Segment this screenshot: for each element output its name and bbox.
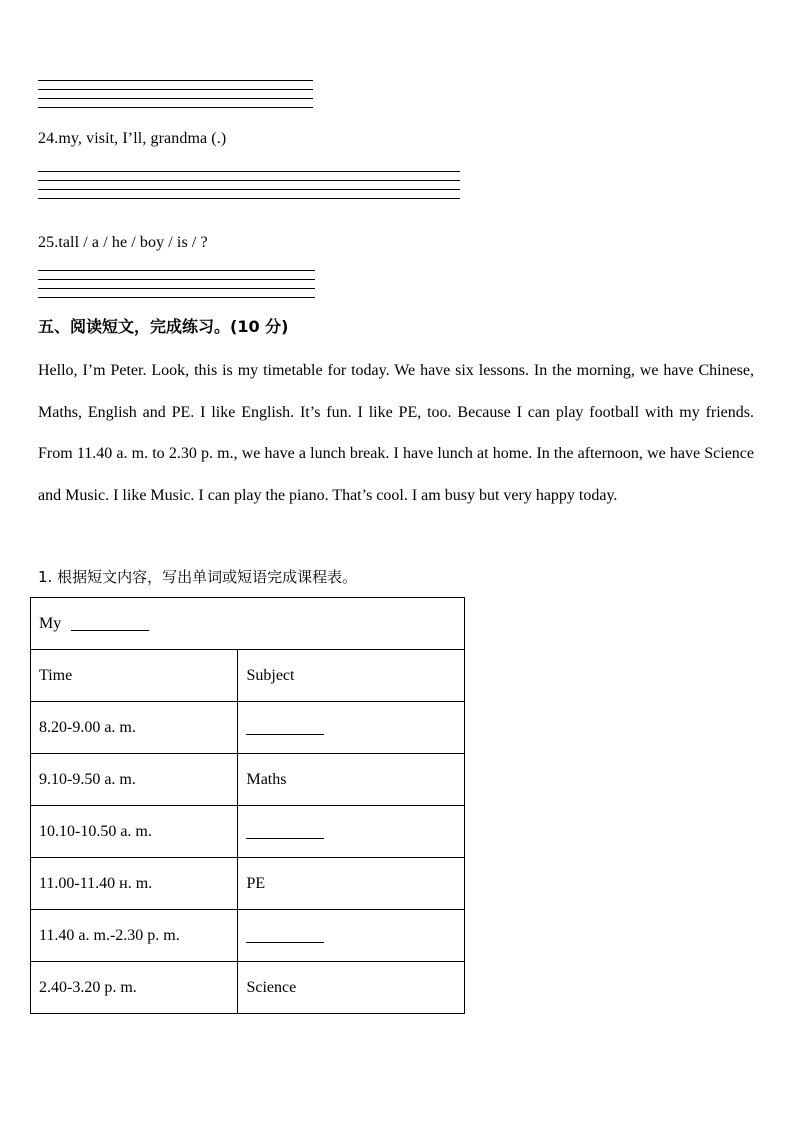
timetable-title-cell (31, 598, 465, 650)
timetable-title-prefix: My (39, 615, 62, 632)
writing-line (38, 279, 315, 280)
subject-cell (238, 910, 465, 962)
table-row (31, 910, 465, 962)
exercise-instruction: 1. 根据短文内容，写出单词或短语完成课程表。 (38, 568, 358, 586)
subject-cell: PE (238, 858, 465, 910)
reading-passage (38, 350, 754, 516)
table-row (31, 754, 465, 806)
subject-blank[interactable] (246, 718, 324, 735)
answer-lines-q23[interactable] (38, 80, 313, 116)
answer-lines-q25[interactable] (38, 270, 315, 306)
question-number: 24. (38, 130, 59, 147)
writing-line (38, 98, 313, 99)
subject-cell (238, 806, 465, 858)
question-text: tall / a / he / boy / is / ? (58, 234, 208, 251)
writing-line (38, 107, 313, 108)
time-cell: 9.10-9.50 a. m. (31, 754, 238, 806)
timetable-header-row (31, 650, 465, 702)
time-cell: 8.20-9.00 a. m. (31, 702, 238, 754)
passage-text: Hello, I’m Peter. Look, this is my timetable for today. We have six lessons. In the morning, we have Chinese, Maths, English and PE. I like English. It’s fun. I like PE, too. Because I can play football with my friends. From 11.40 a. m. to 2.30 p. m., we have a lunch break. I have lunch at home. In the afternoon, we have Science and Music. I like Music. I can play the piano. That’s cool. I am busy but very happy today. (38, 362, 754, 504)
table-row (31, 702, 465, 754)
header-subject: Subject (238, 650, 465, 702)
question-24 (38, 130, 226, 148)
writing-line (38, 288, 315, 289)
table-row (31, 806, 465, 858)
writing-line (38, 80, 313, 81)
writing-line (38, 180, 460, 181)
subject-blank[interactable] (246, 926, 324, 943)
subject-cell: Maths (238, 754, 465, 806)
writing-line (38, 297, 315, 298)
time-cell: 10.10-10.50 a. m. (31, 806, 238, 858)
answer-lines-q24[interactable] (38, 171, 460, 207)
header-time: Time (31, 650, 238, 702)
table-row (31, 962, 465, 1014)
time-cell: 11.40 a. m.-2.30 p. m. (31, 910, 238, 962)
writing-line (38, 89, 313, 90)
question-25 (38, 234, 208, 252)
subject-blank[interactable] (246, 822, 324, 839)
writing-line (38, 189, 460, 190)
timetable-title-row (31, 598, 465, 650)
time-cell: 2.40-3.20 p. m. (31, 962, 238, 1014)
subject-cell: Science (238, 962, 465, 1014)
writing-line (38, 198, 460, 199)
time-cell: 11.00-11.40 н. m. (31, 858, 238, 910)
question-number: 25. (38, 234, 59, 251)
title-blank[interactable] (71, 614, 149, 631)
table-row (31, 858, 465, 910)
timetable (30, 597, 465, 1014)
question-text: my, visit, I’ll, grandma (.) (58, 130, 227, 147)
writing-line (38, 270, 315, 271)
section-title: 五、阅读短文，完成练习。(10 分) (38, 317, 289, 336)
subject-cell (238, 702, 465, 754)
writing-line (38, 171, 460, 172)
